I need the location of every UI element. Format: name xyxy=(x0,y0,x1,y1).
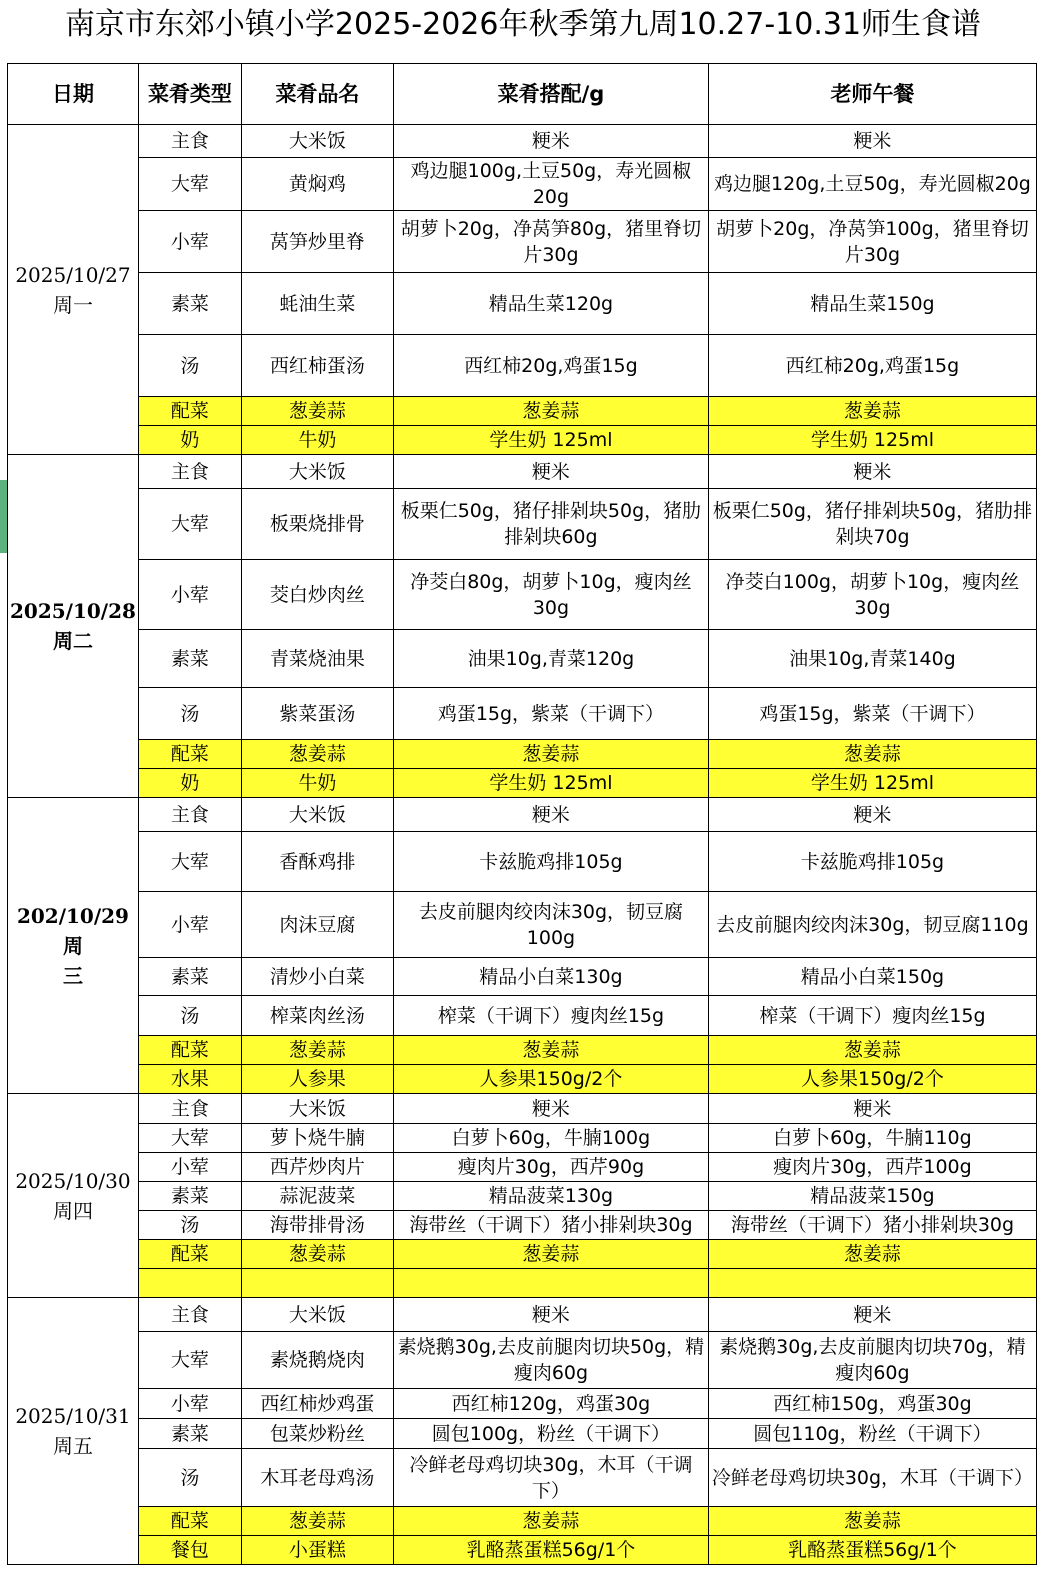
row-marker xyxy=(0,480,7,553)
student-recipe-cell: 油果10g,青菜120g xyxy=(393,630,708,688)
dish-name-cell: 包菜炒粉丝 xyxy=(241,1419,393,1449)
table-row xyxy=(8,1332,1037,1389)
dish-name-cell: 牛奶 xyxy=(241,426,393,455)
student-recipe-cell: 西红柿120g，鸡蛋30g xyxy=(393,1389,708,1419)
dish-type-cell: 配菜 xyxy=(138,1507,241,1536)
teacher-recipe-cell: 葱姜蒜 xyxy=(708,1507,1036,1536)
dish-name-cell: 大米饭 xyxy=(241,455,393,489)
dish-type-cell: 汤 xyxy=(138,1211,241,1240)
date-cell xyxy=(8,798,139,1094)
student-recipe-cell: 精品生菜120g xyxy=(393,273,708,335)
dish-type-cell: 汤 xyxy=(138,996,241,1036)
dish-type-cell: 素菜 xyxy=(138,958,241,996)
dish-type-cell: 大荤 xyxy=(138,832,241,892)
date-line: 202/10/29 周 xyxy=(16,903,129,958)
teacher-recipe-cell: 冷鲜老母鸡切块30g，木耳（干调下） xyxy=(708,1449,1036,1507)
date-cell xyxy=(8,1094,139,1298)
dish-name-cell: 榨菜肉丝汤 xyxy=(241,996,393,1036)
table-row xyxy=(8,1124,1037,1153)
dish-type-cell: 小荤 xyxy=(138,1389,241,1419)
teacher-recipe-cell: 净茭白100g，胡萝卜10g，瘦肉丝30g xyxy=(708,560,1036,630)
weekday-line: 三 xyxy=(62,963,83,988)
teacher-recipe-cell: 胡萝卜20g，净莴笋100g，猪里脊切片30g xyxy=(708,211,1036,273)
dish-name-cell: 葱姜蒜 xyxy=(241,740,393,769)
student-recipe-cell: 净茭白80g，胡萝卜10g，瘦肉丝30g xyxy=(393,560,708,630)
teacher-recipe-cell: 乳酪蒸蛋糕56g/1个 xyxy=(708,1536,1036,1565)
dish-name-cell: 牛奶 xyxy=(241,769,393,798)
table-row xyxy=(8,1036,1037,1065)
teacher-recipe-cell: 鸡蛋15g，紫菜（干调下） xyxy=(708,688,1036,740)
student-recipe-cell: 卡兹脆鸡排105g xyxy=(393,832,708,892)
student-recipe-cell: 学生奶 125ml xyxy=(393,426,708,455)
dish-type-cell: 小荤 xyxy=(138,211,241,273)
date-cell xyxy=(8,455,139,798)
dish-name-cell: 大米饭 xyxy=(241,798,393,832)
header-row xyxy=(8,64,1037,125)
table-row xyxy=(8,158,1037,211)
dish-name-cell: 青菜烧油果 xyxy=(241,630,393,688)
date-line: 2025/10/31 xyxy=(15,1404,131,1428)
teacher-recipe-cell: 素烧鹅30g,去皮前腿肉切块70g，精瘦肉60g xyxy=(708,1332,1036,1389)
teacher-recipe-cell: 去皮前腿肉绞肉沫30g，韧豆腐110g xyxy=(708,892,1036,958)
dish-name-cell: 莴笋炒里脊 xyxy=(241,211,393,273)
table-row xyxy=(8,958,1037,996)
date-line: 2025/10/28 xyxy=(10,599,136,623)
weekday-line: 周一 xyxy=(52,292,93,317)
teacher-recipe-cell: 海带丝（干调下）猪小排剁块30g xyxy=(708,1211,1036,1240)
header-date: 日期 xyxy=(8,64,139,125)
dish-name-cell: 葱姜蒜 xyxy=(241,1036,393,1065)
dish-name-cell: 西红柿蛋汤 xyxy=(241,335,393,397)
dish-name-cell: 清炒小白菜 xyxy=(241,958,393,996)
table-row xyxy=(8,1240,1037,1269)
dish-name-cell: 西红柿炒鸡蛋 xyxy=(241,1389,393,1419)
table-row xyxy=(8,688,1037,740)
date-cell xyxy=(8,125,139,455)
teacher-recipe-cell: 榨菜（干调下）瘦肉丝15g xyxy=(708,996,1036,1036)
table-row xyxy=(8,832,1037,892)
dish-name-cell xyxy=(241,1269,393,1298)
student-recipe-cell: 人参果150g/2个 xyxy=(393,1065,708,1094)
header-teacher: 老师午餐 xyxy=(708,64,1036,125)
dish-type-cell: 大荤 xyxy=(138,489,241,560)
teacher-recipe-cell: 卡兹脆鸡排105g xyxy=(708,832,1036,892)
dish-type-cell: 配菜 xyxy=(138,397,241,426)
dish-type-cell: 配菜 xyxy=(138,740,241,769)
teacher-recipe-cell: 粳米 xyxy=(708,125,1036,158)
table-row xyxy=(8,798,1037,832)
teacher-recipe-cell: 葱姜蒜 xyxy=(708,1036,1036,1065)
dish-type-cell: 主食 xyxy=(138,455,241,489)
student-recipe-cell: 粳米 xyxy=(393,1094,708,1124)
dish-type-cell: 大荤 xyxy=(138,1332,241,1389)
header-student: 菜肴搭配/g xyxy=(393,64,708,125)
table-row xyxy=(8,630,1037,688)
teacher-recipe-cell: 葱姜蒜 xyxy=(708,740,1036,769)
dish-type-cell: 水果 xyxy=(138,1065,241,1094)
dish-name-cell: 黄焖鸡 xyxy=(241,158,393,211)
student-recipe-cell: 素烧鹅30g,去皮前腿肉切块50g，精瘦肉60g xyxy=(393,1332,708,1389)
table-row xyxy=(8,455,1037,489)
dish-type-cell: 主食 xyxy=(138,798,241,832)
teacher-recipe-cell: 精品生菜150g xyxy=(708,273,1036,335)
dish-name-cell: 木耳老母鸡汤 xyxy=(241,1449,393,1507)
dish-type-cell: 小荤 xyxy=(138,560,241,630)
dish-name-cell: 蒜泥菠菜 xyxy=(241,1182,393,1211)
student-recipe-cell: 葱姜蒜 xyxy=(393,740,708,769)
dish-type-cell: 配菜 xyxy=(138,1240,241,1269)
dish-name-cell: 肉沫豆腐 xyxy=(241,892,393,958)
dish-name-cell: 素烧鹅烧肉 xyxy=(241,1332,393,1389)
table-row xyxy=(8,335,1037,397)
teacher-recipe-cell: 粳米 xyxy=(708,798,1036,832)
dish-type-cell: 配菜 xyxy=(138,1036,241,1065)
date-line: 2025/10/27 xyxy=(15,262,131,287)
dish-name-cell: 萝卜烧牛腩 xyxy=(241,1124,393,1153)
dish-type-cell: 汤 xyxy=(138,335,241,397)
student-recipe-cell: 白萝卜60g，牛腩100g xyxy=(393,1124,708,1153)
teacher-recipe-cell: 油果10g,青菜140g xyxy=(708,630,1036,688)
teacher-recipe-cell: 精品菠菜150g xyxy=(708,1182,1036,1211)
student-recipe-cell: 葱姜蒜 xyxy=(393,397,708,426)
teacher-recipe-cell: 粳米 xyxy=(708,1298,1036,1332)
table-row xyxy=(8,1269,1037,1298)
student-recipe-cell: 精品小白菜130g xyxy=(393,958,708,996)
student-recipe-cell: 学生奶 125ml xyxy=(393,769,708,798)
teacher-recipe-cell: 板栗仁50g，猪仔排剁块50g，猪肋排剁块70g xyxy=(708,489,1036,560)
student-recipe-cell: 胡萝卜20g，净莴笋80g，猪里脊切片30g xyxy=(393,211,708,273)
dish-type-cell: 素菜 xyxy=(138,273,241,335)
teacher-recipe-cell: 学生奶 125ml xyxy=(708,769,1036,798)
student-recipe-cell: 西红柿20g,鸡蛋15g xyxy=(393,335,708,397)
teacher-recipe-cell: 人参果150g/2个 xyxy=(708,1065,1036,1094)
dish-type-cell: 汤 xyxy=(138,1449,241,1507)
table-row xyxy=(8,892,1037,958)
student-recipe-cell: 粳米 xyxy=(393,125,708,158)
header-dish: 菜肴品名 xyxy=(241,64,393,125)
dish-type-cell: 素菜 xyxy=(138,630,241,688)
dish-type-cell: 小荤 xyxy=(138,1153,241,1182)
menu-table xyxy=(7,63,1037,1565)
table-row xyxy=(8,1449,1037,1507)
weekday-line: 周二 xyxy=(52,629,93,653)
student-recipe-cell: 冷鲜老母鸡切块30g，木耳（干调下） xyxy=(393,1449,708,1507)
table-row xyxy=(8,1211,1037,1240)
dish-name-cell: 葱姜蒜 xyxy=(241,1507,393,1536)
page-title: 南京市东郊小镇小学2025-2026年秋季第九周10.27-10.31师生食谱 xyxy=(64,7,982,42)
table-row xyxy=(8,740,1037,769)
table-row xyxy=(8,1094,1037,1124)
teacher-recipe-cell xyxy=(708,1269,1036,1298)
table-row xyxy=(8,1298,1037,1332)
table-row xyxy=(8,560,1037,630)
student-recipe-cell: 鸡蛋15g，紫菜（干调下） xyxy=(393,688,708,740)
table-row xyxy=(8,996,1037,1036)
dish-type-cell: 素菜 xyxy=(138,1419,241,1449)
teacher-recipe-cell: 圆包110g，粉丝（干调下） xyxy=(708,1419,1036,1449)
teacher-recipe-cell: 学生奶 125ml xyxy=(708,426,1036,455)
student-recipe-cell xyxy=(393,1269,708,1298)
dish-name-cell: 大米饭 xyxy=(241,125,393,158)
table-row xyxy=(8,211,1037,273)
teacher-recipe-cell: 瘦肉片30g，西芹100g xyxy=(708,1153,1036,1182)
table-row xyxy=(8,426,1037,455)
teacher-recipe-cell: 西红柿150g，鸡蛋30g xyxy=(708,1389,1036,1419)
table-row xyxy=(8,1153,1037,1182)
student-recipe-cell: 圆包100g，粉丝（干调下） xyxy=(393,1419,708,1449)
student-recipe-cell: 粳米 xyxy=(393,798,708,832)
date-cell xyxy=(8,1298,139,1565)
dish-name-cell: 小蛋糕 xyxy=(241,1536,393,1565)
student-recipe-cell: 葱姜蒜 xyxy=(393,1240,708,1269)
teacher-recipe-cell: 白萝卜60g，牛腩110g xyxy=(708,1124,1036,1153)
table-row xyxy=(8,769,1037,798)
student-recipe-cell: 去皮前腿肉绞肉沫30g，韧豆腐100g xyxy=(393,892,708,958)
dish-name-cell: 海带排骨汤 xyxy=(241,1211,393,1240)
table-row xyxy=(8,489,1037,560)
table-row xyxy=(8,397,1037,426)
teacher-recipe-cell: 葱姜蒜 xyxy=(708,397,1036,426)
table-row xyxy=(8,1065,1037,1094)
weekday-line: 周五 xyxy=(52,1434,93,1458)
dish-name-cell: 葱姜蒜 xyxy=(241,397,393,426)
dish-name-cell: 大米饭 xyxy=(241,1298,393,1332)
dish-name-cell: 西芹炒肉片 xyxy=(241,1153,393,1182)
teacher-recipe-cell: 西红柿20g,鸡蛋15g xyxy=(708,335,1036,397)
dish-type-cell: 主食 xyxy=(138,125,241,158)
dish-name-cell: 板栗烧排骨 xyxy=(241,489,393,560)
table-row xyxy=(8,1182,1037,1211)
teacher-recipe-cell: 精品小白菜150g xyxy=(708,958,1036,996)
dish-name-cell: 茭白炒肉丝 xyxy=(241,560,393,630)
dish-type-cell: 汤 xyxy=(138,688,241,740)
dish-name-cell: 大米饭 xyxy=(241,1094,393,1124)
student-recipe-cell: 粳米 xyxy=(393,455,708,489)
dish-type-cell xyxy=(138,1269,241,1298)
teacher-recipe-cell: 粳米 xyxy=(708,1094,1036,1124)
table-row xyxy=(8,1419,1037,1449)
student-recipe-cell: 榨菜（干调下）瘦肉丝15g xyxy=(393,996,708,1036)
table-row xyxy=(8,273,1037,335)
dish-name-cell: 蚝油生菜 xyxy=(241,273,393,335)
student-recipe-cell: 乳酪蒸蛋糕56g/1个 xyxy=(393,1536,708,1565)
dish-type-cell: 主食 xyxy=(138,1298,241,1332)
dish-type-cell: 大荤 xyxy=(138,1124,241,1153)
student-recipe-cell: 粳米 xyxy=(393,1298,708,1332)
dish-type-cell: 小荤 xyxy=(138,892,241,958)
student-recipe-cell: 瘦肉片30g，西芹90g xyxy=(393,1153,708,1182)
dish-type-cell: 餐包 xyxy=(138,1536,241,1565)
dish-name-cell: 葱姜蒜 xyxy=(241,1240,393,1269)
dish-name-cell: 香酥鸡排 xyxy=(241,832,393,892)
dish-name-cell: 紫菜蛋汤 xyxy=(241,688,393,740)
student-recipe-cell: 葱姜蒜 xyxy=(393,1036,708,1065)
student-recipe-cell: 精品菠菜130g xyxy=(393,1182,708,1211)
dish-type-cell: 奶 xyxy=(138,426,241,455)
table-row xyxy=(8,1389,1037,1419)
dish-type-cell: 大荤 xyxy=(138,158,241,211)
table-row xyxy=(8,1536,1037,1565)
date-line: 2025/10/30 xyxy=(15,1168,131,1193)
table-row xyxy=(8,1507,1037,1536)
student-recipe-cell: 鸡边腿100g,土豆50g，寿光圆椒20g xyxy=(393,158,708,211)
student-recipe-cell: 海带丝（干调下）猪小排剁块30g xyxy=(393,1211,708,1240)
dish-type-cell: 素菜 xyxy=(138,1182,241,1211)
weekday-line: 周四 xyxy=(52,1198,93,1223)
teacher-recipe-cell: 粳米 xyxy=(708,455,1036,489)
header-type: 菜肴类型 xyxy=(138,64,241,125)
teacher-recipe-cell: 葱姜蒜 xyxy=(708,1240,1036,1269)
table-row xyxy=(8,125,1037,158)
dish-type-cell: 奶 xyxy=(138,769,241,798)
student-recipe-cell: 葱姜蒜 xyxy=(393,1507,708,1536)
teacher-recipe-cell: 鸡边腿120g,土豆50g，寿光圆椒20g xyxy=(708,158,1036,211)
dish-name-cell: 人参果 xyxy=(241,1065,393,1094)
dish-type-cell: 主食 xyxy=(138,1094,241,1124)
student-recipe-cell: 板栗仁50g，猪仔排剁块50g，猪肋排剁块60g xyxy=(393,489,708,560)
